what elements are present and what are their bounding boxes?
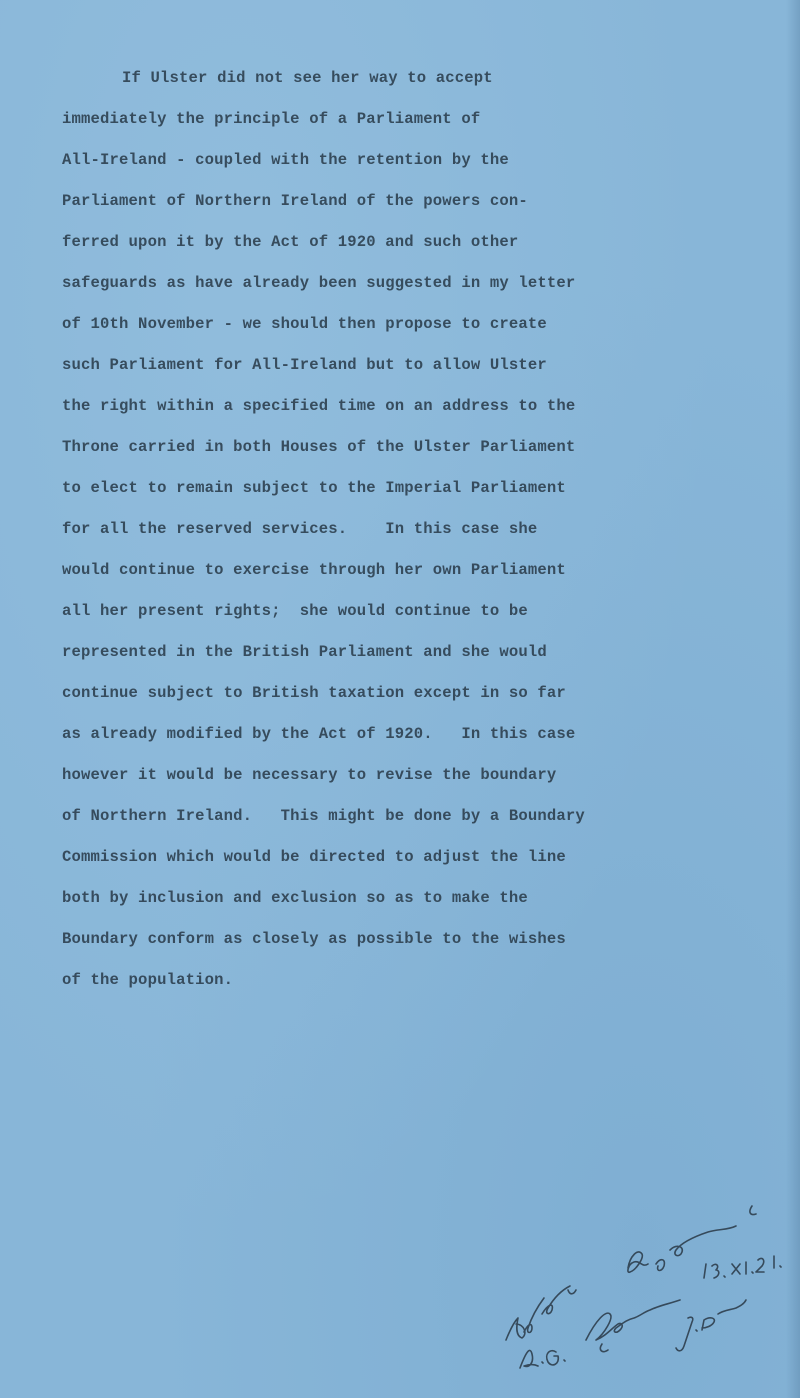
text-line: Commission which would be directed to adjust the line — [62, 848, 566, 866]
handwritten-signature — [490, 1190, 790, 1390]
text-line: Boundary conform as closely as possible to the wishes — [62, 930, 566, 948]
text-line: would continue to exercise through her own Parliament — [62, 561, 566, 579]
page-edge-shadow — [786, 0, 800, 1398]
text-line: All-Ireland - coupled with the retention by the — [62, 151, 509, 169]
text-line: represented in the British Parliament and she would — [62, 643, 547, 661]
text-line: as already modified by the Act of 1920. In this case — [62, 725, 576, 743]
text-line: to elect to remain subject to the Imperial Parliament — [62, 479, 566, 497]
text-line: for all the reserved services. In this case she — [62, 520, 538, 538]
text-line: safeguards as have already been suggested in my letter — [62, 274, 576, 292]
text-line: ferred upon it by the Act of 1920 and such other — [62, 233, 519, 251]
text-line: the right within a specified time on an address to the — [62, 397, 576, 415]
text-line: immediately the principle of a Parliament of — [62, 110, 481, 128]
text-line: of Northern Ireland. This might be done by a Boundary — [62, 807, 585, 825]
text-line: If Ulster did not see her way to accept — [122, 69, 493, 87]
signature-scribble — [490, 1190, 790, 1390]
text-line: such Parliament for All-Ireland but to allow Ulster — [62, 356, 547, 374]
text-line: Parliament of Northern Ireland of the powers con- — [62, 192, 528, 210]
text-line: however it would be necessary to revise the boundary — [62, 766, 557, 784]
typed-text-block — [62, 58, 752, 1001]
text-line: both by inclusion and exclusion so as to make the — [62, 889, 528, 907]
text-line: all her present rights; she would continue to be — [62, 602, 528, 620]
text-line: of the population. — [62, 971, 234, 989]
text-line: of 10th November - we should then propose to create — [62, 315, 547, 333]
text-line: Throne carried in both Houses of the Ulster Parliament — [62, 438, 576, 456]
text-line: continue subject to British taxation except in so far — [62, 684, 566, 702]
